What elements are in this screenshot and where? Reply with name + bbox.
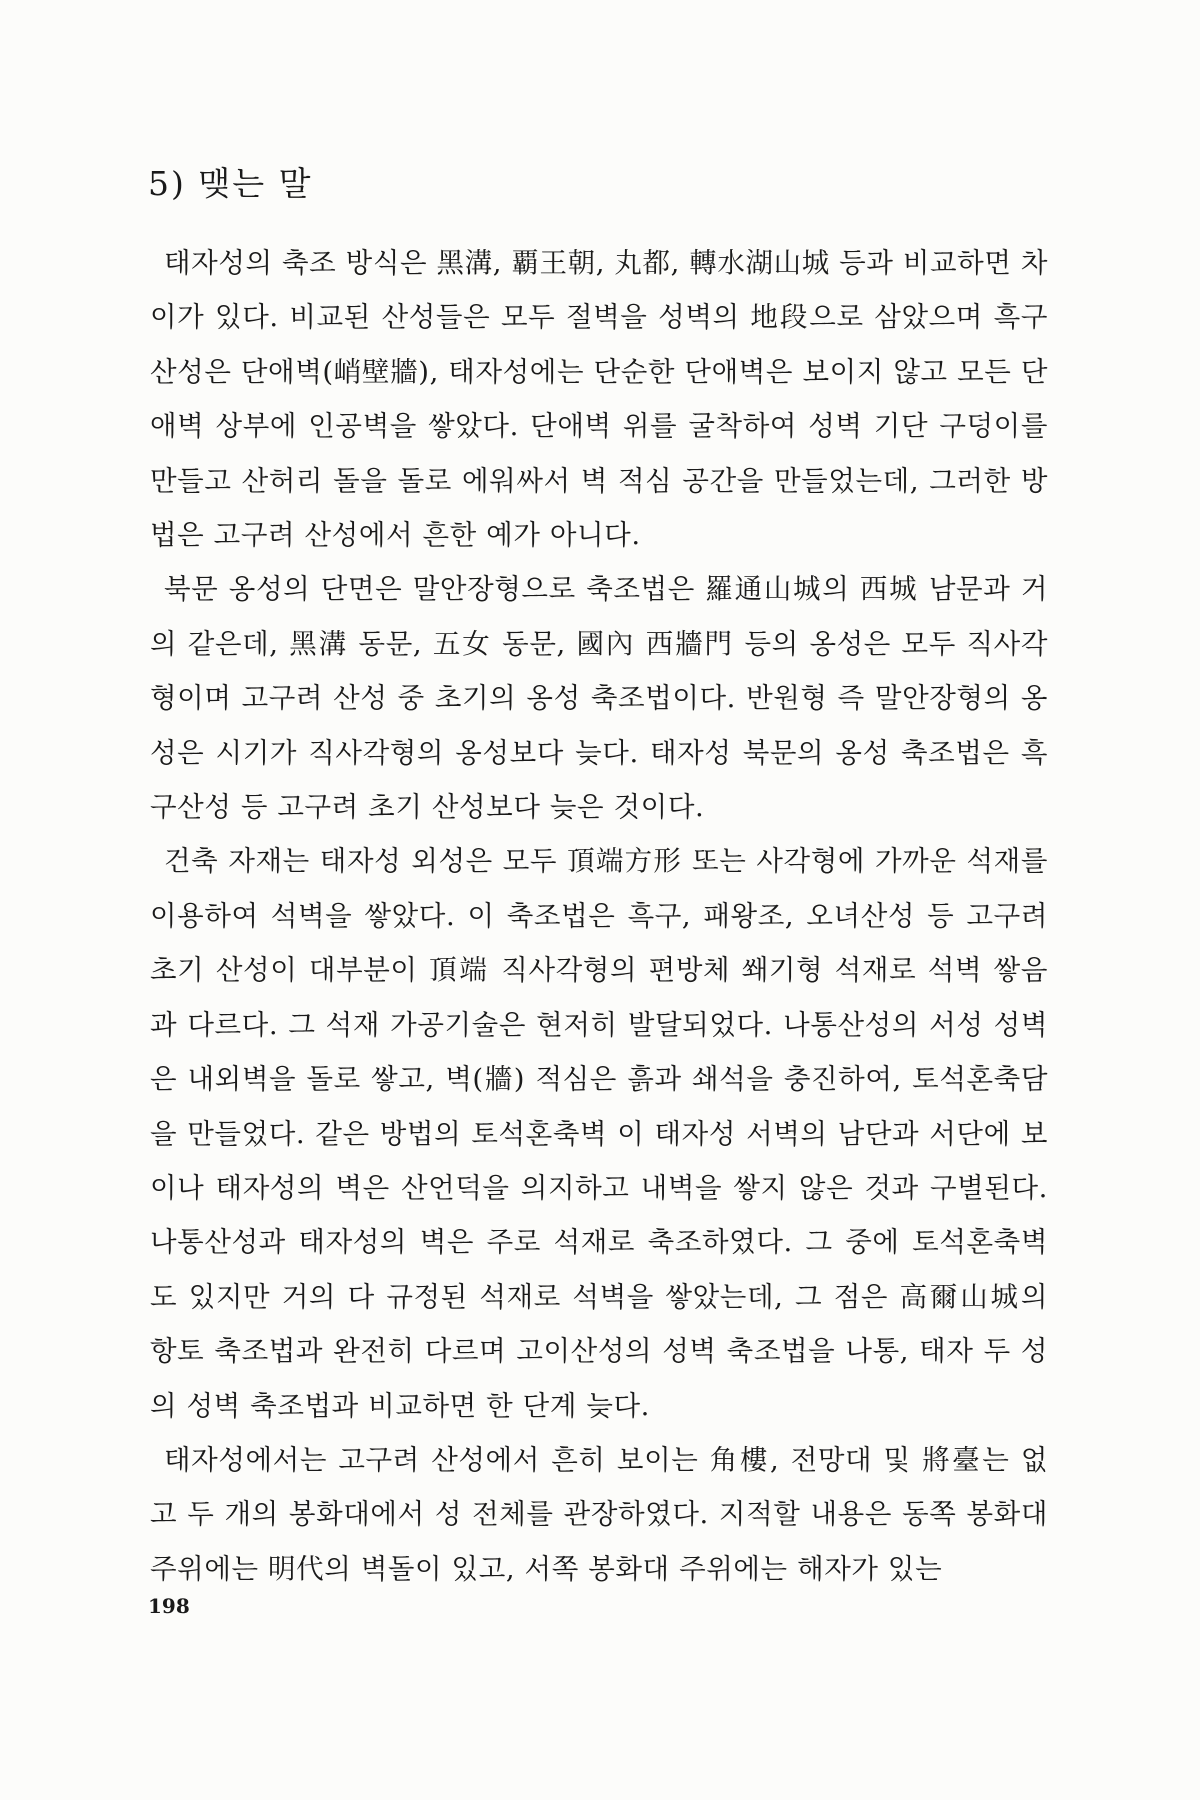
section-heading: 5) 맺는 말 — [148, 164, 313, 203]
paragraph-2: 북문 옹성의 단면은 말안장형으로 축조법은 羅通山城의 西城 남문과 거의 같은데, 黑溝 동문, 五女 동문, 國內 西牆門 등의 옹성은 모두 직사각형이며 고구려 산성 중 초기의 옹성 축조법이다. 반원형 즉 말안장형의 옹성은 시기가 직사각형의 옹성보다 늦다. 태자성 북문의 옹성 축조법은 흑구산성 등 고구려 초기 산성보다 늦은 것이다. — [150, 573, 1048, 824]
paragraph-1: 태자성의 축조 방식은 黑溝, 覇王朝, 丸都, 轉水湖山城 등과 비교하면 차이가 있다. 비교된 산성들은 모두 절벽을 성벽의 地段으로 삼았으며 흑구산성은 단애벽(峭壁牆), 태자성에는 단순한 단애벽은 보이지 않고 모든 단애벽 상부에 인공벽을 쌓았다. 단애벽 위를 굴착하여 성벽 기단 구덩이를 만들고 산허리 돌을 돌로 에워싸서 벽 적심 공간을 만들었는데, 그러한 방법은 고구려 산성에서 흔한 예가 아니다. — [150, 247, 1048, 552]
page-number: 198 — [148, 1594, 190, 1618]
paragraph-4: 태자성에서는 고구려 산성에서 흔히 보이는 角樓, 전망대 및 將臺는 없고 두 개의 봉화대에서 성 전체를 관장하였다. 지적할 내용은 동쪽 봉화대 주위에는 明代의 벽돌이 있고, 서쪽 봉화대 주위에는 해자가 있는 — [150, 1443, 1048, 1585]
body-text — [150, 236, 1048, 1596]
paragraph-3: 건축 자재는 태자성 외성은 모두 頂端方形 또는 사각형에 가까운 석재를 이용하여 석벽을 쌓았다. 이 축조법은 흑구, 패왕조, 오녀산성 등 고구려 초기 산성이 대부분이 頂端 직사각형의 편방체 쐐기형 석재로 석벽 쌓음과 다르다. 그 석재 가공기술은 현저히 발달되었다. 나통산성의 서성 성벽은 내외벽을 돌로 쌓고, 벽(牆) 적심은 흙과 쇄석을 충진하여, 토석혼축담을 만들었다. 같은 방법의 토석혼축벽 이 태자성 서벽의 남단과 서단에 보이나 태자성의 벽은 산언덕을 의지하고 내벽을 쌓지 않은 것과 구별된다. 나통산성과 태자성의 벽은 주로 석재로 축조하였다. 그 중에 토석혼축벽도 있지만 거의 다 규정된 석재로 석벽을 쌓았는데, 그 점은 高爾山城의 항토 축조법과 완전히 다르며 고이산성의 성벽 축조법을 나통, 태자 두 성의 성벽 축조법과 비교하면 한 단계 늦다. — [150, 845, 1048, 1422]
